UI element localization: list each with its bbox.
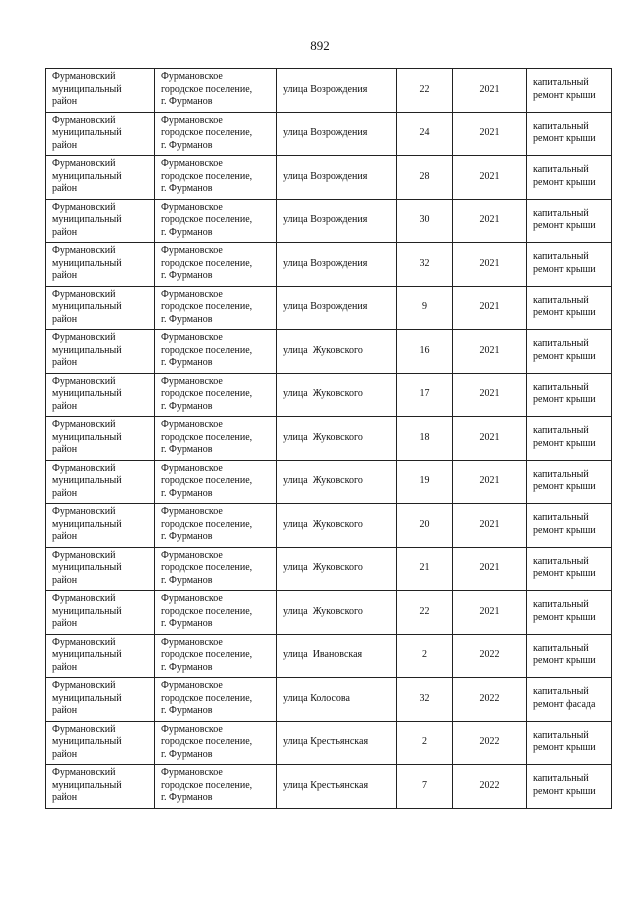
work-type-line: ремонт крыши <box>533 220 596 232</box>
year-cell: 2021 <box>453 199 527 243</box>
year-cell: 2022 <box>453 721 527 765</box>
work-type-cell <box>527 199 612 243</box>
street-cell <box>277 591 397 635</box>
settlement-line: Фурмановское <box>161 245 223 256</box>
settlement-line: городское поселение, <box>161 214 253 225</box>
work-type-line: ремонт крыши <box>533 89 596 101</box>
work-type-cell <box>527 112 612 156</box>
work-type-line: ремонт крыши <box>533 524 596 536</box>
district-line: район <box>52 444 78 455</box>
district-line: муниципальный <box>52 214 122 225</box>
settlement-cell <box>155 547 277 591</box>
work-type-line: ремонт крыши <box>533 263 596 275</box>
settlement-line: г. Фурманов <box>161 270 213 281</box>
district-line: Фурмановский <box>52 245 116 256</box>
work-type-cell <box>527 504 612 548</box>
settlement-cell <box>155 504 277 548</box>
work-type-line: ремонт крыши <box>533 350 596 362</box>
table-row <box>46 504 612 548</box>
settlement-line: Фурмановское <box>161 593 223 604</box>
settlement-line: городское поселение, <box>161 692 253 704</box>
year-cell: 2021 <box>453 243 527 287</box>
work-type-line: ремонт крыши <box>533 655 596 667</box>
work-type-cell <box>527 765 612 809</box>
settlement-line: Фурмановское <box>161 506 223 517</box>
work-type-cell <box>527 634 612 678</box>
work-type-line: ремонт крыши <box>533 133 596 145</box>
district-line: район <box>52 96 78 107</box>
settlement-cell <box>155 69 277 113</box>
street-name: улица Возрождения <box>283 301 368 312</box>
settlement-line: г. Фурманов <box>161 487 213 499</box>
table-row <box>46 678 612 722</box>
district-line: муниципальный <box>52 344 122 356</box>
settlement-line: Фурмановское <box>161 549 223 561</box>
settlement-line: г. Фурманов <box>161 792 213 803</box>
work-type-cell <box>527 243 612 287</box>
street-cell <box>277 417 397 461</box>
work-type-line: капитальный <box>533 773 589 785</box>
district-line: муниципальный <box>52 431 122 443</box>
settlement-cell <box>155 417 277 461</box>
district-line: район <box>52 792 78 803</box>
work-type-cell <box>527 591 612 635</box>
year-cell: 2021 <box>453 373 527 417</box>
street-cell <box>277 373 397 417</box>
district-line: район <box>52 748 78 760</box>
work-type-line: капитальный <box>533 164 589 176</box>
work-type-cell <box>527 721 612 765</box>
settlement-cell <box>155 721 277 765</box>
settlement-line: Фурмановское <box>161 767 223 778</box>
settlement-line: г. Фурманов <box>161 574 213 586</box>
year-cell: 2021 <box>453 591 527 635</box>
district-line: муниципальный <box>52 605 122 617</box>
settlement-line: г. Фурманов <box>161 183 213 194</box>
settlement-line: г. Фурманов <box>161 748 213 760</box>
district-line: муниципальный <box>52 170 122 182</box>
district-line: район <box>52 357 78 368</box>
house-number-cell: 17 <box>397 373 453 417</box>
house-number-cell: 32 <box>397 243 453 287</box>
settlement-cell <box>155 765 277 809</box>
district-cell <box>46 634 155 678</box>
work-type-line: ремонт крыши <box>533 307 596 319</box>
house-number-cell: 30 <box>397 199 453 243</box>
settlement-line: городское поселение, <box>161 301 253 312</box>
district-line: район <box>52 313 78 325</box>
house-number-cell: 2 <box>397 634 453 678</box>
district-line: район <box>52 270 78 281</box>
district-line: район <box>52 705 78 716</box>
work-type-line: ремонт крыши <box>533 394 596 406</box>
district-line: муниципальный <box>52 257 122 269</box>
district-line: Фурмановский <box>52 680 116 691</box>
settlement-cell <box>155 156 277 200</box>
table-row <box>46 634 612 678</box>
house-number-cell: 9 <box>397 286 453 330</box>
street-cell <box>277 243 397 287</box>
district-line: Фурмановский <box>52 288 116 300</box>
district-line: муниципальный <box>52 518 122 530</box>
settlement-line: Фурмановское <box>161 723 223 735</box>
work-type-line: капитальный <box>533 468 589 480</box>
street-cell <box>277 112 397 156</box>
settlement-line: Фурмановское <box>161 201 223 213</box>
work-type-line: капитальный <box>533 294 589 306</box>
settlement-line: городское поселение, <box>161 475 253 486</box>
district-line: район <box>52 400 78 412</box>
table-row <box>46 156 612 200</box>
district-line: район <box>52 226 78 238</box>
settlement-cell <box>155 330 277 374</box>
work-type-line: ремонт крыши <box>533 742 596 754</box>
settlement-line: Фурмановское <box>161 332 223 343</box>
street-cell <box>277 634 397 678</box>
settlement-cell <box>155 678 277 722</box>
district-cell <box>46 69 155 113</box>
district-line: муниципальный <box>52 692 122 704</box>
district-line: муниципальный <box>52 127 122 138</box>
district-line: район <box>52 183 78 194</box>
settlement-line: г. Фурманов <box>161 226 213 238</box>
settlement-line: г. Фурманов <box>161 531 213 542</box>
work-type-line: капитальный <box>533 425 589 437</box>
work-type-line: капитальный <box>533 512 589 524</box>
work-type-line: ремонт крыши <box>533 611 596 623</box>
table-row <box>46 373 612 417</box>
settlement-line: Фурмановское <box>161 71 223 82</box>
district-line: Фурмановский <box>52 375 116 387</box>
work-type-line: капитальный <box>533 251 589 263</box>
settlement-line: г. Фурманов <box>161 661 213 673</box>
settlement-line: Фурмановское <box>161 462 223 474</box>
settlement-cell <box>155 591 277 635</box>
table-row <box>46 765 612 809</box>
year-cell: 2021 <box>453 69 527 113</box>
work-type-line: капитальный <box>533 555 589 567</box>
district-line: Фурмановский <box>52 114 116 126</box>
district-line: район <box>52 139 78 151</box>
year-cell: 2022 <box>453 634 527 678</box>
street-cell <box>277 199 397 243</box>
house-number-cell: 21 <box>397 547 453 591</box>
work-type-line: капитальный <box>533 729 589 741</box>
work-type-cell <box>527 69 612 113</box>
street-name: улица Жуковского <box>283 388 363 399</box>
district-line: Фурмановский <box>52 462 116 474</box>
house-number-cell: 20 <box>397 504 453 548</box>
settlement-line: Фурмановское <box>161 419 223 430</box>
street-cell <box>277 286 397 330</box>
district-cell <box>46 591 155 635</box>
street-name: улица Жуковского <box>283 605 363 617</box>
house-number-cell: 19 <box>397 460 453 504</box>
table-row <box>46 417 612 461</box>
district-line: Фурмановский <box>52 593 116 604</box>
settlement-cell <box>155 243 277 287</box>
table-row <box>46 286 612 330</box>
work-type-cell <box>527 156 612 200</box>
repair-register-table <box>45 68 612 809</box>
year-cell: 2021 <box>453 460 527 504</box>
district-line: Фурмановский <box>52 723 116 735</box>
work-type-cell <box>527 417 612 461</box>
settlement-line: городское поселение, <box>161 83 253 95</box>
settlement-line: городское поселение, <box>161 736 253 747</box>
settlement-line: городское поселение, <box>161 344 253 356</box>
settlement-line: г. Фурманов <box>161 313 213 325</box>
street-cell <box>277 721 397 765</box>
settlement-line: городское поселение, <box>161 388 253 399</box>
settlement-line: городское поселение, <box>161 170 253 182</box>
settlement-cell <box>155 460 277 504</box>
year-cell: 2021 <box>453 286 527 330</box>
house-number-cell: 7 <box>397 765 453 809</box>
year-cell: 2021 <box>453 156 527 200</box>
district-cell <box>46 112 155 156</box>
street-cell <box>277 547 397 591</box>
district-cell <box>46 286 155 330</box>
work-type-line: ремонт крыши <box>533 785 596 797</box>
street-cell <box>277 460 397 504</box>
house-number-cell: 22 <box>397 69 453 113</box>
table-row <box>46 112 612 156</box>
district-cell <box>46 417 155 461</box>
work-type-line: капитальный <box>533 120 589 132</box>
district-line: муниципальный <box>52 562 122 573</box>
district-line: Фурмановский <box>52 636 116 648</box>
settlement-line: г. Фурманов <box>161 705 213 716</box>
street-cell <box>277 504 397 548</box>
year-cell: 2021 <box>453 112 527 156</box>
district-cell <box>46 547 155 591</box>
district-line: Фурмановский <box>52 71 116 82</box>
table-body <box>46 69 612 809</box>
street-name: улица Возрождения <box>283 127 368 138</box>
settlement-line: г. Фурманов <box>161 139 213 151</box>
table-row <box>46 460 612 504</box>
work-type-line: капитальный <box>533 207 589 219</box>
district-line: муниципальный <box>52 649 122 660</box>
street-cell <box>277 69 397 113</box>
district-line: район <box>52 618 78 629</box>
table-row <box>46 721 612 765</box>
district-line: Фурмановский <box>52 419 116 430</box>
work-type-cell <box>527 678 612 722</box>
work-type-cell <box>527 286 612 330</box>
work-type-cell <box>527 547 612 591</box>
house-number-cell: 28 <box>397 156 453 200</box>
district-line: муниципальный <box>52 83 122 95</box>
work-type-line: капитальный <box>533 599 589 611</box>
table-row <box>46 547 612 591</box>
settlement-line: г. Фурманов <box>161 357 213 368</box>
district-cell <box>46 199 155 243</box>
street-cell <box>277 330 397 374</box>
work-type-line: капитальный <box>533 686 589 698</box>
work-type-cell <box>527 330 612 374</box>
house-number-cell: 24 <box>397 112 453 156</box>
district-cell <box>46 678 155 722</box>
street-name: улица Жуковского <box>283 518 363 530</box>
work-type-line: ремонт фасада <box>533 698 596 710</box>
work-type-line: капитальный <box>533 77 589 89</box>
settlement-line: г. Фурманов <box>161 96 213 107</box>
settlement-line: г. Фурманов <box>161 444 213 455</box>
year-cell: 2021 <box>453 417 527 461</box>
work-type-line: ремонт крыши <box>533 176 596 188</box>
settlement-line: городское поселение, <box>161 431 253 443</box>
street-name: улица Возрождения <box>283 83 368 95</box>
settlement-line: городское поселение, <box>161 562 253 573</box>
district-cell <box>46 721 155 765</box>
settlement-line: г. Фурманов <box>161 400 213 412</box>
district-cell <box>46 504 155 548</box>
table-row <box>46 69 612 113</box>
settlement-cell <box>155 112 277 156</box>
street-name: улица Ивановская <box>283 649 363 660</box>
district-line: муниципальный <box>52 301 122 312</box>
district-line: район <box>52 574 78 586</box>
settlement-line: Фурмановское <box>161 680 223 691</box>
street-name: улица Жуковского <box>283 431 363 443</box>
district-line: Фурмановский <box>52 767 116 778</box>
settlement-cell <box>155 373 277 417</box>
district-cell <box>46 330 155 374</box>
settlement-line: Фурмановское <box>161 636 223 648</box>
year-cell: 2021 <box>453 330 527 374</box>
work-type-line: капитальный <box>533 642 589 654</box>
work-type-line: ремонт крыши <box>533 568 596 580</box>
street-name: улица Жуковского <box>283 475 363 486</box>
street-cell <box>277 765 397 809</box>
table-row <box>46 243 612 287</box>
work-type-line: капитальный <box>533 381 589 393</box>
district-line: муниципальный <box>52 736 122 747</box>
year-cell: 2022 <box>453 765 527 809</box>
street-cell <box>277 156 397 200</box>
district-cell <box>46 460 155 504</box>
settlement-cell <box>155 634 277 678</box>
work-type-line: ремонт крыши <box>533 481 596 493</box>
house-number-cell: 22 <box>397 591 453 635</box>
district-line: район <box>52 531 78 542</box>
street-name: улица Возрождения <box>283 257 368 269</box>
year-cell: 2021 <box>453 504 527 548</box>
house-number-cell: 18 <box>397 417 453 461</box>
work-type-line: капитальный <box>533 338 589 350</box>
table-row <box>46 330 612 374</box>
district-line: муниципальный <box>52 475 122 486</box>
work-type-cell <box>527 373 612 417</box>
district-cell <box>46 156 155 200</box>
street-cell <box>277 678 397 722</box>
settlement-line: г. Фурманов <box>161 618 213 629</box>
settlement-line: Фурмановское <box>161 114 223 126</box>
settlement-line: Фурмановское <box>161 375 223 387</box>
district-line: муниципальный <box>52 388 122 399</box>
settlement-line: городское поселение, <box>161 257 253 269</box>
settlement-line: Фурмановское <box>161 158 223 169</box>
street-name: улица Жуковского <box>283 562 363 573</box>
year-cell: 2022 <box>453 678 527 722</box>
year-cell: 2021 <box>453 547 527 591</box>
district-cell <box>46 243 155 287</box>
district-line: Фурмановский <box>52 201 116 213</box>
district-line: район <box>52 661 78 673</box>
district-line: Фурмановский <box>52 549 116 561</box>
district-line: район <box>52 487 78 499</box>
settlement-line: городское поселение, <box>161 127 253 138</box>
district-line: Фурмановский <box>52 158 116 169</box>
district-line: муниципальный <box>52 779 122 791</box>
house-number-cell: 2 <box>397 721 453 765</box>
street-name: улица Возрождения <box>283 214 368 225</box>
page-number: 892 <box>310 38 330 53</box>
street-name: улица Крестьянская <box>283 736 369 747</box>
work-type-line: ремонт крыши <box>533 437 596 449</box>
house-number-cell: 32 <box>397 678 453 722</box>
settlement-cell <box>155 199 277 243</box>
settlement-line: городское поселение, <box>161 649 253 660</box>
street-name: улица Возрождения <box>283 170 368 182</box>
district-cell <box>46 373 155 417</box>
work-type-cell <box>527 460 612 504</box>
settlement-line: Фурмановское <box>161 288 223 300</box>
table-row <box>46 591 612 635</box>
table-row <box>46 199 612 243</box>
settlement-line: городское поселение, <box>161 779 253 791</box>
settlement-line: городское поселение, <box>161 518 253 530</box>
settlement-cell <box>155 286 277 330</box>
district-cell <box>46 765 155 809</box>
district-line: Фурмановский <box>52 332 116 343</box>
settlement-line: городское поселение, <box>161 605 253 617</box>
house-number-cell: 16 <box>397 330 453 374</box>
street-name: улица Жуковского <box>283 344 363 356</box>
street-name: улица Крестьянская <box>283 779 369 791</box>
district-line: Фурмановский <box>52 506 116 517</box>
street-name: улица Колосова <box>283 692 350 704</box>
